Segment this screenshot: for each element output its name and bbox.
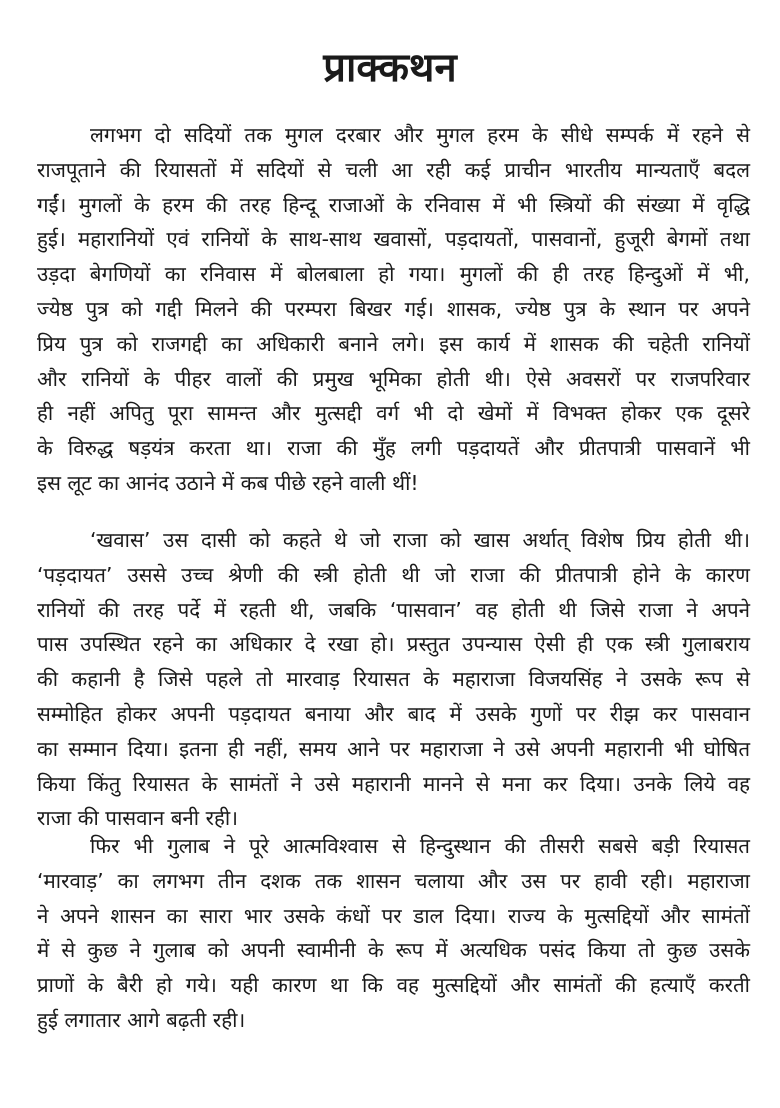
text-line: गईं। मुगलों के हरम की तरह हिन्दू राजाओं के रनिवास में भी स्त्रियों की संख्या में वृद्धि bbox=[37, 192, 750, 217]
text-line: राजपूताने की रियासतों में सदियों से चली आ रही कई प्राचीन भारतीय मान्यताएँ बदल bbox=[37, 157, 750, 182]
paragraph-1 bbox=[37, 118, 750, 501]
text-line: सम्मोहित होकर अपनी पड़दायत बनाया और बाद में उसके गुणों पर रीझ कर पासवान bbox=[37, 701, 750, 726]
text-line: ही नहीं अपितु पूरा सामन्त और मुत्सद्दी वर्ग भी दो खेमों में विभक्त होकर एक दूसरे bbox=[37, 401, 750, 426]
text-line: ‘पड़दायत’ उससे उच्च श्रेणी की स्त्री होती थी जो राजा की प्रीतपात्री होने के कारण bbox=[37, 562, 750, 587]
text-line: पास उपस्थित रहने का अधिकार दे रखा हो। प्रस्तुत उपन्यास ऐसी ही एक स्त्री गुलाबराय bbox=[37, 632, 750, 657]
text-line: के विरुद्ध षड़यंत्र करता था। राजा की मुँह लगी पड़दायतें और प्रीतपात्री पासवानें भी bbox=[37, 436, 750, 461]
text-line: उड़दा बेगणियों का रनिवास में बोलबाला हो गया। मुगलों की ही तरह हिन्दुओं में भी, bbox=[37, 262, 750, 287]
text-line: का सम्मान दिया। इतना ही नहीं, समय आने पर महाराजा ने उसे अपनी महारानी भी घोषित bbox=[37, 736, 750, 761]
text-line: ‘खवास’ उस दासी को कहते थे जो राजा को खास अर्थात् विशेष प्रिय होती थी। bbox=[90, 528, 750, 552]
text-line: हुई। महारानियों एवं रानियों के साथ-साथ खवासों, पड़दायतों, पासवानों, हुजूरी बेगमों तथा bbox=[37, 227, 750, 252]
text-line: प्राणों के बैरी हो गये। यही कारण था कि वह मुत्सद्दियों और सामंतों की हत्याएँ करती bbox=[37, 973, 750, 998]
text-line: ने अपने शासन का सारा भार उसके कंधों पर डाल दिया। राज्य के मुत्सद्दियों और सामंतों bbox=[37, 903, 750, 928]
text-line: ज्येष्ठ पुत्र को गद्दी मिलने की परम्परा बिखर गई। शासक, ज्येष्ठ पुत्र के स्थान पर अपने bbox=[37, 296, 750, 321]
text-line: में से कुछ ने गुलाब को अपनी स्वामीनी के रूप में अत्यधिक पसंद किया तो कुछ उसके bbox=[37, 938, 750, 963]
text-line: राजा की पासवान बनी रही। bbox=[37, 806, 238, 831]
paragraph-2 bbox=[37, 523, 750, 836]
paragraph-3 bbox=[37, 829, 750, 1038]
text-line: इस लूट का आनंद उठाने में कब पीछे रहने वाली थीं! bbox=[37, 470, 419, 495]
text-line: की कहानी है जिसे पहले तो मारवाड़ रियासत के महाराजा विजयसिंह ने उसके रूप से bbox=[37, 667, 750, 692]
text-line: फिर भी गुलाब ने पूरे आत्मविश्वास से हिन्दुस्थान की तीसरी सबसे बड़ी रियासत bbox=[90, 834, 750, 858]
text-line: और रानियों के पीहर वालों की प्रमुख भूमिका होती थी। ऐसे अवसरों पर राजपरिवार bbox=[37, 366, 750, 391]
page-title: प्राक्कथन bbox=[323, 45, 457, 91]
text-line: हुई लगातार आगे बढ़ती रही। bbox=[37, 1007, 246, 1032]
text-line: लगभग दो सदियों तक मुगल दरबार और मुगल हरम के सीधे सम्पर्क में रहने से bbox=[90, 123, 750, 147]
text-line: किया किंतु रियासत के सामंतों ने उसे महारानी मानने से मना कर दिया। उनके लिये वह bbox=[37, 771, 750, 796]
text-line: ‘मारवाड़’ का लगभग तीन दशक तक शासन चलाया और उस पर हावी रही। महाराजा bbox=[37, 868, 750, 893]
text-line: रानियों की तरह पर्दे में रहती थी, जबकि ‘पासवान’ वह होती थी जिसे राजा ने अपने bbox=[37, 597, 750, 622]
text-line: प्रिय पुत्र को राजगद्दी का अधिकारी बनाने लगे। इस कार्य में शासक की चहेती रानियों bbox=[37, 331, 750, 356]
